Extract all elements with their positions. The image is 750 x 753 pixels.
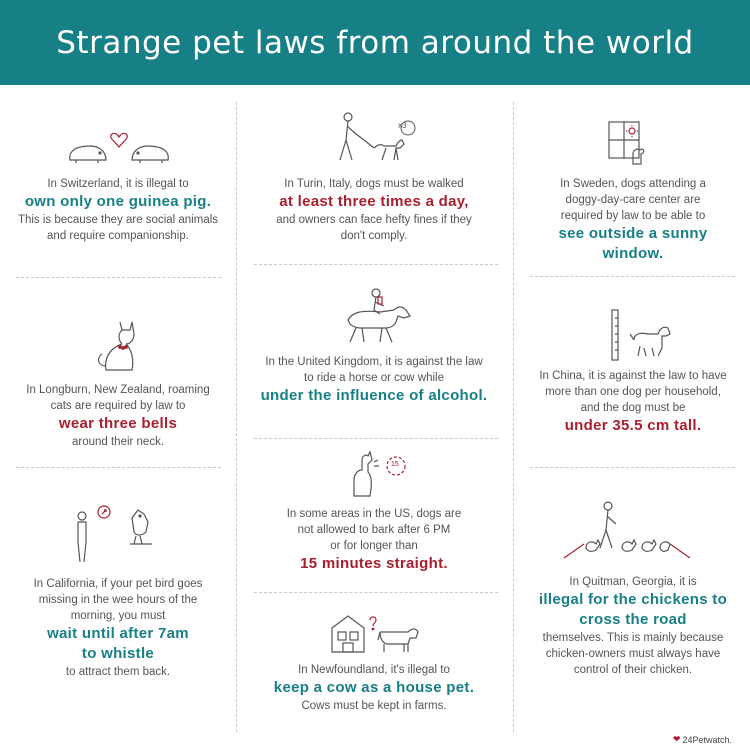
law-quitman-highlight-1: illegal for the chickens to	[538, 591, 728, 608]
law-china-intro-2: more than one dog per household,	[545, 386, 721, 398]
law-newfoundland-detail: Cows must be kept in farms.	[301, 700, 447, 712]
person-walking-dog-icon	[334, 110, 418, 168]
cat-with-bells-icon	[92, 318, 142, 372]
law-quitman	[520, 574, 746, 678]
law-quitman-detail-2: chicken-owners must always have	[545, 648, 721, 660]
law-switzerland	[10, 176, 226, 244]
law-longburn-detail: around their neck.	[71, 436, 165, 448]
law-california-intro-3: morning, you must	[70, 610, 166, 622]
law-us-intro-3: or for longer than	[330, 540, 418, 552]
law-california-intro-2: missing in the wee hours of the	[38, 594, 198, 606]
law-sweden-highlight-2: window.	[602, 245, 664, 262]
law-california-highlight-1: wait until after 7am	[47, 625, 189, 642]
law-us-intro-2: not allowed to bark after 6 PM	[297, 524, 451, 536]
row-divider-1-right	[530, 276, 735, 277]
person-and-bird-icon	[74, 500, 170, 566]
law-switzerland-detail-1: This is because they are social animals	[17, 214, 219, 226]
law-sweden-intro-2: doggy-day-care center are	[565, 194, 701, 206]
law-china	[520, 368, 746, 436]
law-california-highlight-2: to whistle	[81, 645, 155, 662]
barking-dog-clock-icon	[340, 450, 416, 498]
page-title: Strange pet laws from around the world	[56, 24, 694, 61]
law-uk-intro-2: to ride a horse or cow while	[304, 372, 444, 384]
law-uk-highlight: under the influence of alcohol.	[260, 387, 488, 404]
house-and-cow-icon	[328, 610, 422, 654]
law-quitman-detail-3: control of their chicken.	[573, 664, 693, 676]
column-divider-right	[513, 102, 514, 732]
row-divider-1-left	[16, 277, 221, 278]
row-divider-2-left	[16, 467, 221, 468]
law-quitman-highlight-2: cross the road	[579, 611, 687, 628]
law-sweden	[520, 176, 746, 264]
guinea-pigs-heart-icon	[64, 130, 174, 168]
row-divider-1-center	[254, 264, 498, 265]
law-china-intro-1: In China, it is against the law to have	[539, 370, 727, 382]
law-turin-intro: In Turin, Italy, dogs must be walked	[284, 178, 464, 190]
chickens-crossing-road-icon	[562, 498, 692, 564]
law-california-intro-1: In California, if your pet bird goes	[33, 578, 203, 590]
law-sweden-intro-1: In Sweden, dogs attending a	[560, 178, 706, 190]
law-sweden-intro-3: required by law to be able to	[560, 210, 706, 222]
law-newfoundland	[246, 662, 502, 714]
law-sweden-highlight-1: see outside a sunny	[558, 225, 708, 242]
row-divider-2-right	[530, 467, 735, 468]
law-newfoundland-intro: In Newfoundland, it's illegal to	[298, 664, 450, 676]
law-china-highlight: under 35.5 cm tall.	[564, 417, 702, 434]
law-uk	[246, 354, 502, 406]
row-divider-2-center	[254, 438, 498, 439]
law-switzerland-intro: In Switzerland, it is illegal to	[47, 178, 189, 190]
brand-logo	[673, 734, 732, 745]
law-us-highlight: 15 minutes straight.	[300, 555, 448, 572]
law-newfoundland-highlight: keep a cow as a house pet.	[273, 679, 475, 696]
brand-name: 24Petwatch.	[682, 734, 732, 745]
header-banner	[0, 0, 750, 85]
window-sun-dog-icon	[607, 120, 647, 166]
horse-rider-icon	[340, 288, 414, 346]
law-california	[8, 576, 228, 680]
law-quitman-intro: In Quitman, Georgia, it is	[569, 576, 697, 588]
law-turin-detail-2: don't comply.	[340, 230, 408, 242]
law-longburn-intro-2: cats are required by law to	[50, 400, 186, 412]
law-longburn-highlight: wear three bells	[58, 415, 178, 432]
heart-icon: ❤	[672, 734, 681, 744]
law-switzerland-detail-2: and require companionship.	[47, 230, 189, 242]
law-china-intro-3: and the dog must be	[580, 402, 686, 414]
us-minutes-badge: 15	[391, 461, 399, 468]
law-longburn	[8, 382, 228, 450]
law-turin	[246, 176, 502, 244]
row-divider-3-center	[254, 592, 498, 593]
law-uk-intro-1: In the United Kingdom, it is against the law	[265, 356, 483, 368]
law-quitman-detail-1: themselves. This is mainly because	[542, 632, 724, 644]
law-switzerland-highlight: own only one guinea pig.	[24, 193, 212, 210]
column-divider-left	[236, 102, 237, 732]
law-longburn-intro-1: In Longburn, New Zealand, roaming	[26, 384, 210, 396]
law-turin-detail-1: and owners can face hefty fines if they	[276, 214, 472, 226]
law-california-detail: to attract them back.	[65, 666, 171, 678]
turin-times-badge: x3	[398, 121, 407, 130]
law-us	[246, 506, 502, 574]
law-us-intro-1: In some areas in the US, dogs are	[286, 508, 462, 520]
dog-height-ruler-icon	[610, 308, 672, 364]
law-turin-highlight: at least three times a day,	[279, 193, 469, 210]
